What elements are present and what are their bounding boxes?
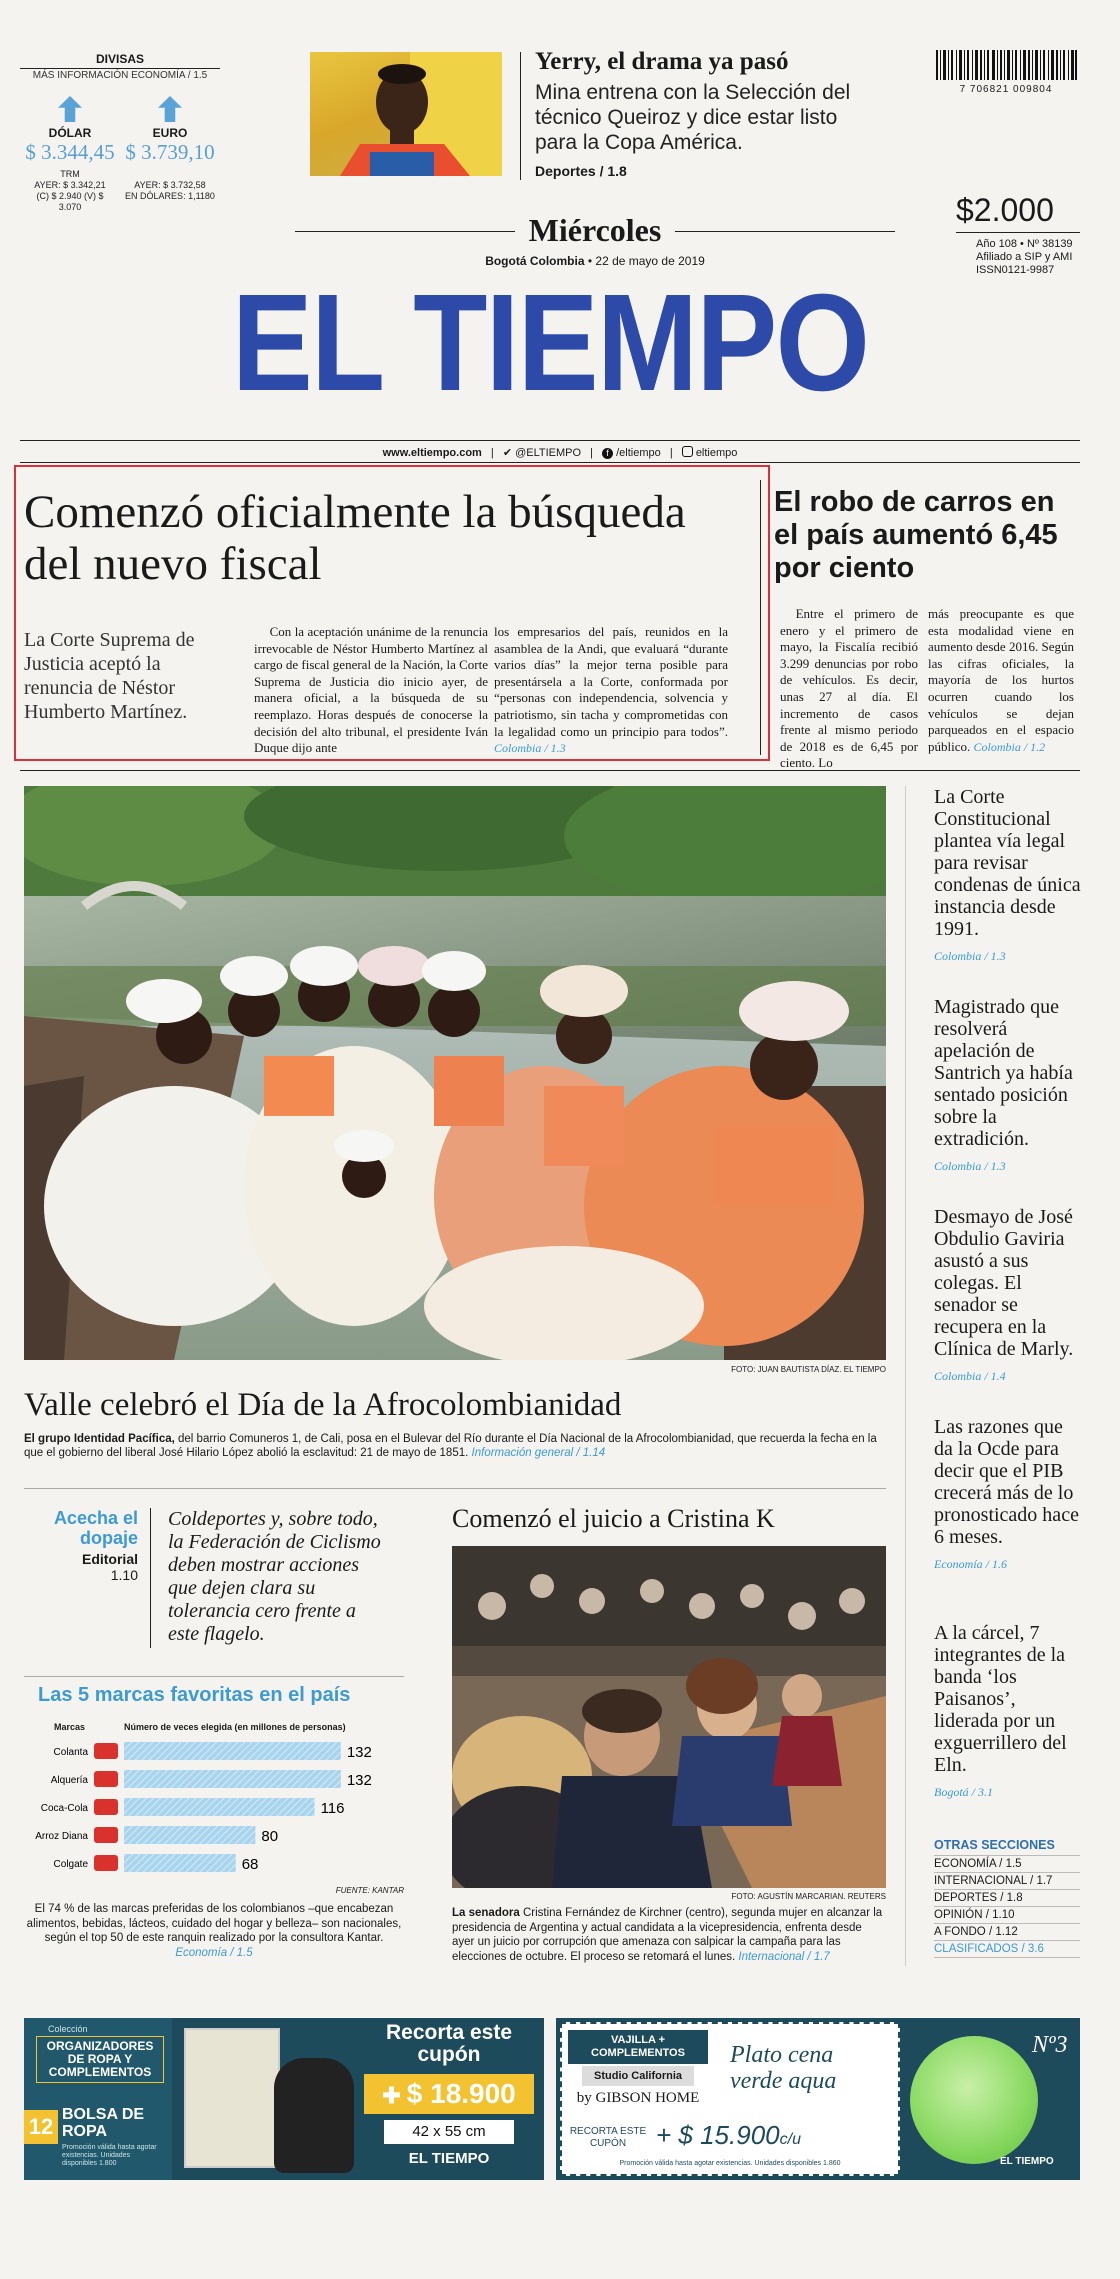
- sidebar-item-gaviria[interactable]: Desmayo de José Obdulio Gaviria asustó a sus colegas. El senador se recupera en la Clínica de Marly. Colombia / 1.4: [934, 1206, 1084, 1387]
- afro-headline[interactable]: Valle celebró el Día de la Afrocolombianidad: [24, 1387, 622, 1423]
- bar-value-label: 68: [241, 1856, 259, 1873]
- bar-category-label: Coca-Cola: [40, 1803, 88, 1814]
- cristina-headline[interactable]: Comenzó el juicio a Cristina K: [452, 1504, 775, 1533]
- bar: [124, 1798, 315, 1816]
- promo-section[interactable]: Deportes / 1.8: [535, 163, 627, 179]
- brand-logo-icon: [94, 1743, 118, 1759]
- otras-item[interactable]: OPINIÓN / 1.10: [934, 1907, 1080, 1924]
- arrow-up-icon: [158, 96, 182, 122]
- masthead-title[interactable]: EL TIEMPO: [231, 266, 869, 420]
- marcas-axis-label: Número de veces elegida (en millones de personas): [124, 1722, 346, 1732]
- bar-value-label: 80: [261, 1828, 279, 1845]
- ad2-number: Nº3: [1032, 2032, 1068, 2058]
- afro-caption: El grupo Identidad Pacífica, del barrio Comuneros 1, de Cali, posa en el Bulevar del Río durante el Día Nacional de la Afrocolombianidad, que recuerda la fecha en la que el gobierno del liberal José Hilario López abolió la esclavitud: 21 de mayo de 1851. Información general / 1.14: [24, 1433, 877, 1459]
- masthead-date: Bogotá Colombia • 22 de mayo de 2019: [485, 254, 705, 268]
- currency-more-info: MÁS INFORMACIÓN ECONOMÍA / 1.5: [32, 70, 208, 81]
- bar-category-label: Alquería: [50, 1775, 88, 1786]
- bar: [124, 1826, 255, 1844]
- cristina-credit: FOTO: AGUSTÍN MARCARIAN. REUTERS: [731, 1892, 886, 1901]
- brand-logo-icon: [94, 1827, 118, 1843]
- bar-value-label: 132: [346, 1744, 372, 1761]
- afro-section[interactable]: Información general / 1.14: [471, 1447, 606, 1459]
- ad-vajilla[interactable]: VAJILLA + COMPLEMENTOS Studio California by GIBSON HOME Plato cena verde aqua RECORTA ESTE CUPÓN + $ 15.900c/u Promoción válida hasta agotar existencias. Unidades disponibles 1.860 Nº3 EL TIEMPO: [556, 2018, 1080, 2180]
- plate-image: [910, 2036, 1038, 2164]
- brand-logo-icon: [94, 1771, 118, 1787]
- dolar-rate: DÓLAR $ 3.344,45 TRM AYER: $ 3.342,21 (C) $ 2.940 (V) $ 3.070: [25, 96, 115, 213]
- bar: [124, 1770, 341, 1788]
- sidebar-item-ocde[interactable]: Las razones que da la Ocde para decir que el PIB crecerá más de lo pronosticado hace 6 meses. Economía / 1.6: [934, 1416, 1084, 1575]
- brand-logo-icon: [94, 1799, 118, 1815]
- bar-value-label: 116: [320, 1800, 345, 1817]
- photo-credit: FOTO: JUAN BAUTISTA DÍAZ. EL TIEMPO: [731, 1365, 886, 1374]
- masthead-day: Miércoles: [300, 212, 890, 248]
- book-cover-image: [184, 2028, 280, 2168]
- brand-logo-icon: [94, 1855, 118, 1871]
- cristina-caption: La senadora Cristina Fernández de Kirchner (centro), segunda mujer en alcanzar la presidencia de Argentina y actual candidata a la vicepresidencia, enfrenta desde ayer un juicio por corrupción que amenaza con salpicar la campaña para las elecciones de octubre. El proceso se retomará el lunes. Internacional / 1.7: [452, 1907, 883, 1963]
- currency-box: [20, 52, 220, 212]
- otras-item[interactable]: CLASIFICADOS / 3.6: [934, 1941, 1080, 1958]
- marcas-chart: [24, 1736, 404, 1886]
- ad1-price: ✚ $ 18.900: [364, 2074, 534, 2114]
- instagram-handle[interactable]: eltiempo: [695, 447, 738, 459]
- robo-col2: más preocupante es que esta modalidad viene en aumento desde 2016. Según las cifras oficiales, la mayoría de los hurtos ocurren cuando los vehículos se dejan parqueados en el espacio público. Colombia / 1.2: [928, 606, 1074, 754]
- otras-item[interactable]: A FONDO / 1.12: [934, 1924, 1080, 1941]
- dolar-value: $ 3.344,45: [25, 140, 115, 164]
- lead-section[interactable]: Colombia / 1.3: [494, 741, 566, 756]
- instagram-icon[interactable]: [682, 446, 693, 457]
- robo-section[interactable]: Colombia / 1.2: [973, 739, 1046, 754]
- sidebar-ref[interactable]: Economía / 1.6: [934, 1557, 1007, 1571]
- facebook-icon[interactable]: f: [602, 448, 613, 459]
- sidebar-ref[interactable]: Colombia / 1.3: [934, 949, 1006, 963]
- cristina-photo[interactable]: [452, 1546, 886, 1888]
- barcode-icon: [934, 50, 1078, 80]
- twitter-icon[interactable]: ✔: [502, 447, 513, 459]
- yerry-photo[interactable]: [310, 52, 502, 176]
- bar-category-label: Colanta: [53, 1747, 88, 1758]
- website-link[interactable]: www.eltiempo.com: [382, 447, 482, 459]
- lead-deck: La Corte Suprema de Justicia aceptó la renuncia de Néstor Humberto Martínez.: [24, 629, 195, 723]
- edition-info: Año 108 • Nº 38139 Afiliado a SIP y AMI ISSN0121-9987: [976, 238, 1073, 276]
- marcas-source: FUENTE: KANTAR: [335, 1886, 404, 1895]
- euro-value: $ 3.739,10: [125, 140, 215, 164]
- lead-col1: Con la aceptación unánime de la renuncia irrevocable de Néstor Humberto Martínez al cargo de fiscal general de la Nación, la Corte Suprema de Justicia dio inicio ayer, de manera oficial, a la búsqueda de su reemplazo. Horas después de conocerse la decisión del alto tribunal, el presidente Iván Duque dijo ante: [254, 624, 489, 756]
- robo-headline[interactable]: El robo de carros en el país aumentó 6,45 por ciento: [774, 486, 1058, 584]
- otras-secciones: OTRAS SECCIONES ECONOMÍA / 1.5 INTERNACIONAL / 1.7 DEPORTES / 1.8 OPINIÓN / 1.10 A FONDO / 1.12 CLASIFICADOS / 3.6: [934, 1838, 1080, 1958]
- barcode: [934, 50, 1078, 95]
- sidebar-ref[interactable]: Colombia / 1.4: [934, 1369, 1006, 1383]
- ad1-number: 12: [24, 2110, 58, 2144]
- marcas-note: El 74 % de las marcas preferidas de los colombianos –que encabezan alimentos, bebidas, lácteos, cuidado del hogar y belleza– son nacionales, según el top 50 de este ranquin realizado por la consultora Kantar. Economía / 1.5: [26, 1903, 402, 1959]
- bar: [124, 1742, 341, 1760]
- social-bar: www.eltiempo.com | ✔ @ELTIEMPO | f /eltiempo | eltiempo: [382, 447, 738, 459]
- promo-text: Mina entrena con la Selección del técnico Queiroz y dice estar listo para la Copa América.: [535, 81, 851, 154]
- bar: [124, 1854, 236, 1872]
- otras-item[interactable]: ECONOMÍA / 1.5: [934, 1856, 1080, 1873]
- bar-value-label: 132: [346, 1772, 372, 1789]
- marcas-col-label: Marcas: [54, 1722, 86, 1732]
- sidebar-ref[interactable]: Colombia / 1.3: [934, 1159, 1006, 1173]
- bar-category-label: Arroz Diana: [35, 1831, 88, 1842]
- bag-image: [274, 2058, 354, 2173]
- sidebar-ref[interactable]: Bogotá / 3.1: [934, 1785, 993, 1799]
- bar-category-label: Colgate: [53, 1859, 88, 1870]
- sidebar-item-corte[interactable]: La Corte Constitucional plantea vía legal para revisar condenas de única instancia desde 1991. Colombia / 1.3: [934, 786, 1084, 967]
- promo-title[interactable]: Yerry, el drama ya pasó: [535, 48, 789, 75]
- promo-teaser[interactable]: [535, 48, 875, 179]
- marcas-section[interactable]: Economía / 1.5: [175, 1946, 253, 1959]
- editorial-kicker[interactable]: Acecha el dopaje Editorial 1.10: [53, 1508, 138, 1583]
- sidebar-item-paisanos[interactable]: A la cárcel, 7 integrantes de la banda ‘los Paisanos’, liderada por un exguerrillero del Eln. Bogotá / 3.1: [934, 1622, 1084, 1803]
- arrow-up-icon: [58, 96, 82, 122]
- euro-rate: EURO $ 3.739,10 AYER: $ 3.732,58 EN DÓLARES: 1,1180: [125, 96, 215, 202]
- sidebar-item-santrich[interactable]: Magistrado que resolverá apelación de Santrich ya había sentado posición sobre la extradición. Colombia / 1.3: [934, 996, 1084, 1177]
- facebook-handle[interactable]: /eltiempo: [616, 447, 661, 459]
- ad-bolsa-ropa[interactable]: Colección ORGANIZADORES DE ROPA Y COMPLEMENTOS 12 BOLSA DE ROPA Promoción válida hasta agotar existencias. Unidades disponibles 1.800 Recorta este cupón ✚ $ 18.900 42 x 55 cm EL TIEMPO: [24, 2018, 544, 2180]
- otras-item[interactable]: DEPORTES / 1.8: [934, 1890, 1080, 1907]
- lead-col2: los empresarios del país, reunidos en la asamblea de la Andi, que evaluará “durante varios días” la mejor terna posible para presentársela a la Corte, conformada por “personas con independencia, solvencia y patriotismo, sin tacha y comprometidas con la legalidad como un principio para todos”. Colombia / 1.3: [494, 624, 728, 756]
- lead-headline[interactable]: Comenzó oficialmente la búsqueda del nuevo fiscal: [24, 486, 686, 590]
- afro-photo[interactable]: [24, 786, 886, 1360]
- ad2-product: Plato cena verde aqua: [730, 2042, 837, 2094]
- currency-title: DIVISAS: [95, 52, 144, 66]
- price: $2.000: [956, 192, 1054, 228]
- marcas-title: Las 5 marcas favoritas en el país: [38, 1684, 351, 1706]
- editorial-text: Coldeportes y, sobre todo, la Federación de Ciclismo deben mostrar acciones que dejen clara su tolerancia cero frente a este flagelo.: [168, 1508, 381, 1645]
- ad2-price: + $ 15.900c/u: [656, 2120, 801, 2150]
- otras-item[interactable]: INTERNACIONAL / 1.7: [934, 1873, 1080, 1890]
- cristina-section[interactable]: Internacional / 1.7: [738, 1950, 830, 1963]
- twitter-handle[interactable]: @ELTIEMPO: [515, 447, 582, 459]
- barcode-number: 7 706821 009804: [959, 84, 1053, 95]
- robo-col1: Entre el primero de enero y el primero de mayo, la Fiscalía recibió 3.299 denuncias por robo de vehículos. Es decir, unas 27 al día. El incremento de casos frente al mismo periodo de 2018 es de 6,45 por ciento. Lo: [780, 606, 918, 771]
